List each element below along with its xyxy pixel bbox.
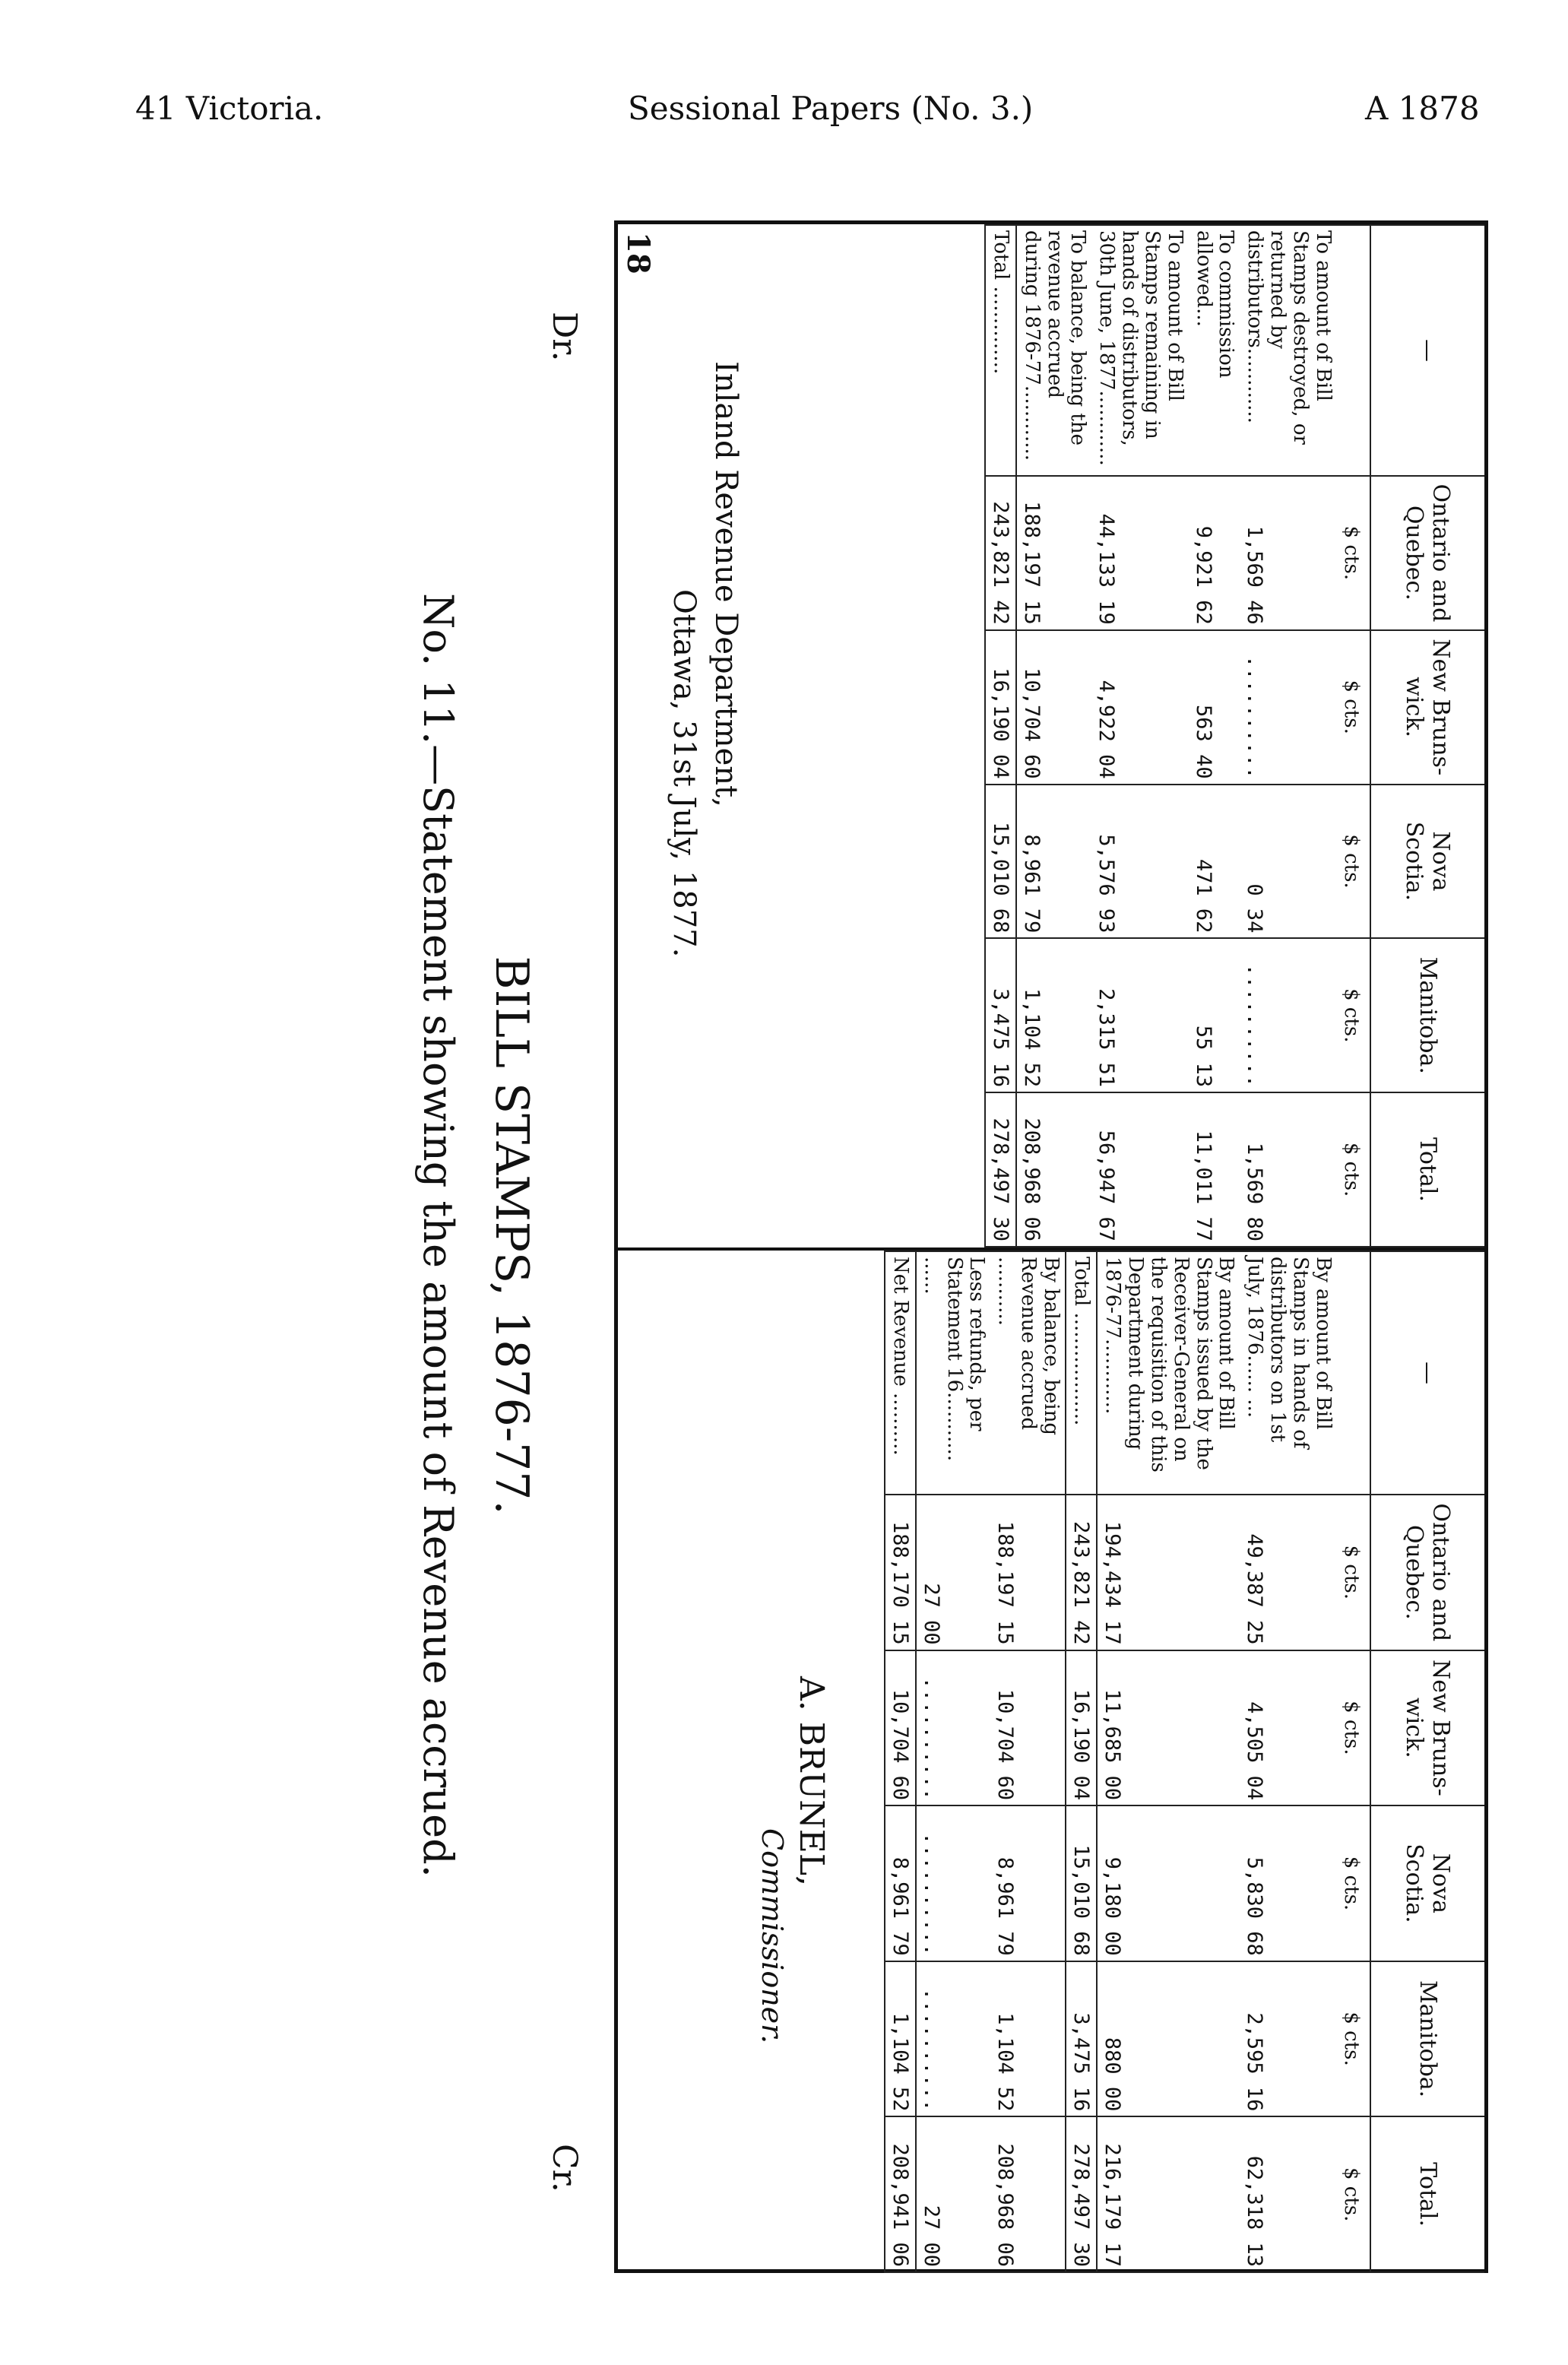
cell-novascotia: 0 34 [1240,785,1337,939]
cell-total: 278,497 30 [1066,2116,1097,2272]
col-desc: — [1370,1251,1484,1495]
cell-manitoba: 880 00 [1097,1961,1240,2117]
cell-manitoba: 3,475 16 [1066,1961,1097,2117]
row-desc: By balance, being Revenue accrued ........... [990,1251,1066,1495]
cell-newbrunswick: 10,704 60 [885,1650,916,1806]
table-row [1189,225,1240,1247]
cell-total: 56,947 67 [1091,1092,1189,1247]
col-newbrunswick: New Bruns-wick. [1370,630,1484,785]
table-row [1091,225,1189,1247]
cell-newbrunswick: 11,685 00 [1097,1650,1240,1806]
credit-side [618,1251,1484,2273]
cell-novascotia: 15,010 68 [1066,1805,1097,1961]
cell-newbrunswick: 10,704 60 [1016,630,1091,785]
row-desc: To amount of Bill Stamps remaining in hands of distributors, 30th June, 1877............ [1091,225,1189,476]
cell-manitoba: 1,104 52 [990,1961,1066,2117]
row-desc: To amount of Bill Stamps destroyed, or returned by distributors............ [1240,225,1337,476]
cell-ontario: 188,170 15 [885,1495,916,1650]
cell-newbrunswick: .......... [916,1650,991,1806]
credit-label: Cr. [545,2144,584,2192]
cell-ontario: 188,197 15 [990,1495,1066,1650]
col-manitoba: Manitoba. [1370,1961,1484,2117]
cell-total: 208,941 06 [885,2116,916,2272]
cell-newbrunswick: 4,922 04 [1091,630,1189,785]
unit-blank [1337,1251,1370,1495]
col-manitoba: Manitoba. [1370,938,1484,1092]
title-block [287,175,607,2296]
unit-label: $ cts. [1337,1092,1370,1247]
unit-blank [1337,225,1370,476]
rotated-statement [287,175,1488,2296]
unit-label: $ cts. [1337,1961,1370,2117]
balance-row [990,1251,1066,2272]
page-number: 18 [620,232,656,274]
table-row [1016,225,1091,1247]
cell-manitoba: 1,104 52 [885,1961,916,2117]
cell-total: 208,968 06 [990,2116,1066,2272]
row-desc: By amount of Bill Stamps issued by the Receiver-General on the requisition of this Department during 1876-77............ [1097,1251,1240,1495]
cell-total: 11,011 77 [1189,1092,1240,1247]
col-ontario: Ontario and Quebec. [1370,1495,1484,1650]
cell-newbrunswick: 16,190 04 [985,630,1016,785]
cell-novascotia: 15,010 68 [985,785,1016,939]
cell-ontario: 44,133 19 [1091,476,1189,630]
col-newbrunswick: New Bruns-wick. [1370,1650,1484,1806]
cell-newbrunswick: 16,190 04 [1066,1650,1097,1806]
department-name: Inland Revenue Department, [708,361,743,807]
cell-manitoba: .......... [1240,938,1337,1092]
table-row [1097,1251,1240,2272]
cell-ontario: 243,821 42 [1066,1495,1097,1650]
col-total: Total. [1370,1092,1484,1247]
signatory-name: A. BRUNEL, [792,1676,831,1887]
unit-label: $ cts. [1337,630,1370,785]
unit-label: $ cts. [1337,476,1370,630]
total-row [985,225,1016,1247]
unit-label: $ cts. [1337,1805,1370,1961]
cell-newbrunswick: .......... [1240,630,1337,785]
col-total: Total. [1370,2116,1484,2272]
row-desc: To commission allowed... [1189,225,1240,476]
unit-label: $ cts. [1337,938,1370,1092]
cell-manitoba: 1,104 52 [1016,938,1091,1092]
signature-date: Ottawa, 31st July, 1877. [667,589,702,958]
col-desc: — [1370,225,1484,476]
row-desc: Total .................. [1066,1251,1097,1495]
cell-novascotia: 5,830 68 [1240,1805,1337,1961]
cell-novascotia: 8,961 79 [1016,785,1091,939]
row-desc: Less refunds, per Statement 16........... ...... [916,1251,991,1495]
col-novascotia: Nova Scotia. [1370,785,1484,939]
cell-manitoba: 55 13 [1189,938,1240,1092]
cell-total: 216,179 17 [1097,2116,1240,2272]
cell-novascotia: 471 62 [1189,785,1240,939]
cell-ontario: 49,387 25 [1240,1495,1337,1650]
net-revenue-row [885,1251,916,2272]
cell-ontario: 188,197 15 [1016,476,1091,630]
cell-total: 278,497 30 [985,1092,1016,1247]
debit-side [618,224,1484,1251]
row-desc: To balance, being the revenue accrued during 1876-77............ [1016,225,1091,476]
cell-ontario: 1,569 46 [1240,476,1337,630]
header-right: A 1878 [1365,90,1480,127]
cell-novascotia: 8,961 79 [885,1805,916,1961]
cell-ontario: 243,821 42 [985,476,1016,630]
cell-manitoba: 2,315 51 [1091,938,1189,1092]
refunds-row [916,1251,991,2272]
col-ontario: Ontario and Quebec. [1370,476,1484,630]
table-row [1240,225,1337,1247]
signatory-title: Commissioner. [755,1828,789,2044]
total-row [1066,1251,1097,2272]
unit-label: $ cts. [1337,1495,1370,1650]
cell-manitoba: 3,475 16 [985,938,1016,1092]
cell-manitoba: 2,595 16 [1240,1961,1337,2117]
row-desc: Total .............. [985,225,1016,476]
cell-newbrunswick: 563 40 [1189,630,1240,785]
cell-novascotia: 9,180 00 [1097,1805,1240,1961]
cell-novascotia: 5,576 93 [1091,785,1189,939]
cell-ontario: 194,434 17 [1097,1495,1240,1650]
cell-ontario: 9,921 62 [1189,476,1240,630]
unit-label: $ cts. [1337,1650,1370,1806]
col-novascotia: Nova Scotia. [1370,1805,1484,1961]
unit-label: $ cts. [1337,2116,1370,2272]
credit-table [884,1251,1484,2273]
cell-newbrunswick: 10,704 60 [990,1650,1066,1806]
debit-table [984,224,1484,1247]
cell-newbrunswick: 4,505 04 [1240,1650,1337,1806]
cell-manitoba: .......... [916,1961,991,2117]
row-desc: Net Revenue .......... [885,1251,916,1495]
cell-total: 62,318 13 [1240,2116,1337,2272]
unit-label: $ cts. [1337,785,1370,939]
row-desc: By amount of Bill Stamps in hands of distributors on 1st July, 1876...... ... [1240,1251,1337,1495]
statement-subtitle: No. 11.—Statement showing the amount of Revenue accrued. [414,593,462,1878]
debit-label: Dr. [545,312,584,362]
cell-ontario: 27 00 [916,1495,991,1650]
cell-total: 27 00 [916,2116,991,2272]
cell-novascotia: 8,961 79 [990,1805,1066,1961]
cell-total: 208,968 06 [1016,1092,1091,1247]
statement-frame [614,220,1488,2273]
cell-novascotia: .......... [916,1805,991,1961]
statement-title: BILL STAMPS, 1876-77. [485,956,538,1515]
header-center: Sessional Papers (No. 3.) [628,90,1034,127]
cell-total: 1,569 80 [1240,1092,1337,1247]
header-left: 41 Victoria. [135,90,324,127]
table-row [1240,1251,1337,2272]
